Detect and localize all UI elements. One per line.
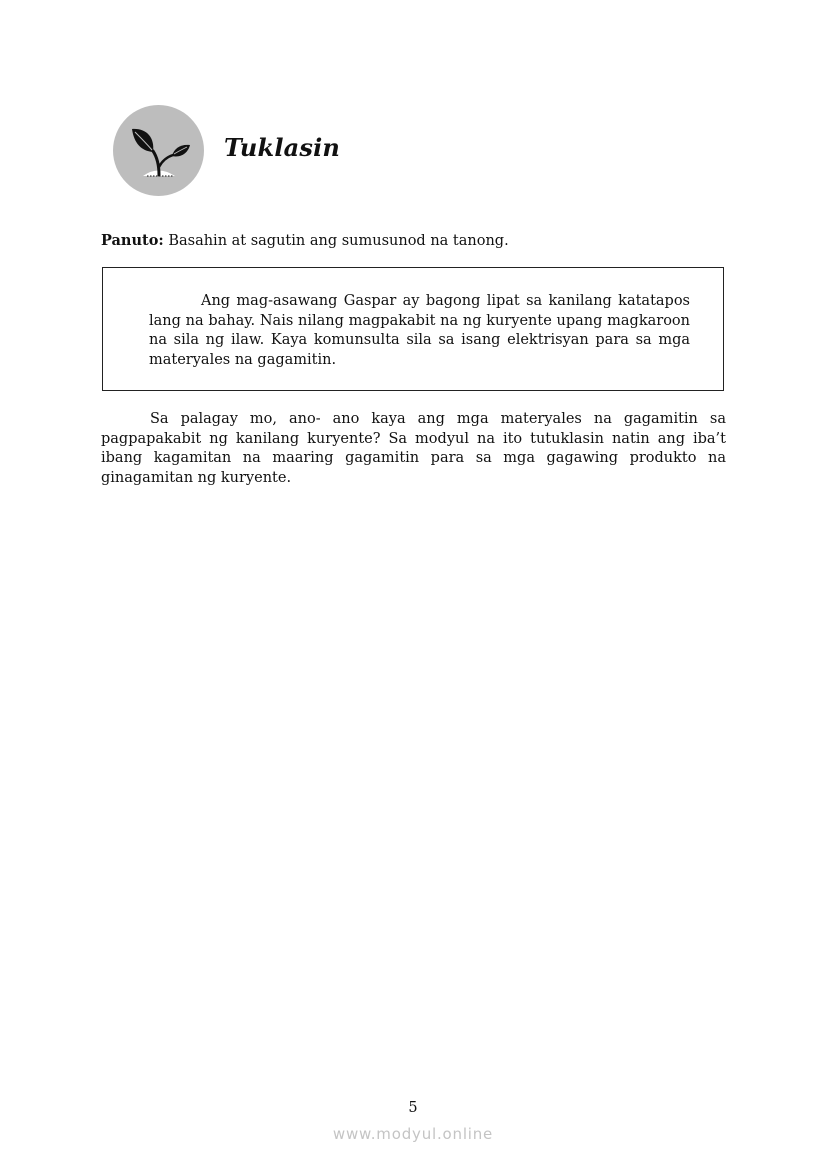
page-number: 5 [408, 1100, 418, 1116]
instruction-text: Basahin at sagutin ang sumusunod na tanong. [168, 233, 509, 249]
story-paragraph: Ang mag-asawang Gaspar ay bagong lipat sa kanilang katatapos lang na bahay. Nais nilang magpakabit na ng kuryente upang magkaroon na sila ng ilaw. Kaya komunsulta sila sa isang elektrisyan para sa mga materyales na gagamitin. [149, 293, 690, 368]
question-paragraph: Sa palagay mo, ano- ano kaya ang mga materyales na gagamitin sa pagpapakabit ng kanilang kuryente? Sa modyul na ito tutuklasin natin ang iba’t ibang kagamitan na maaring gagamitin para sa mga gagawing produkto na ginagamitan ng kuryente. [101, 411, 726, 486]
section-title: Tuklasin [224, 133, 341, 162]
instruction-line [101, 231, 509, 251]
instruction-label: Panuto: [101, 232, 164, 249]
story-box [102, 267, 724, 391]
seedling-icon [113, 105, 204, 196]
watermark: www.modyul.online [332, 1125, 494, 1143]
